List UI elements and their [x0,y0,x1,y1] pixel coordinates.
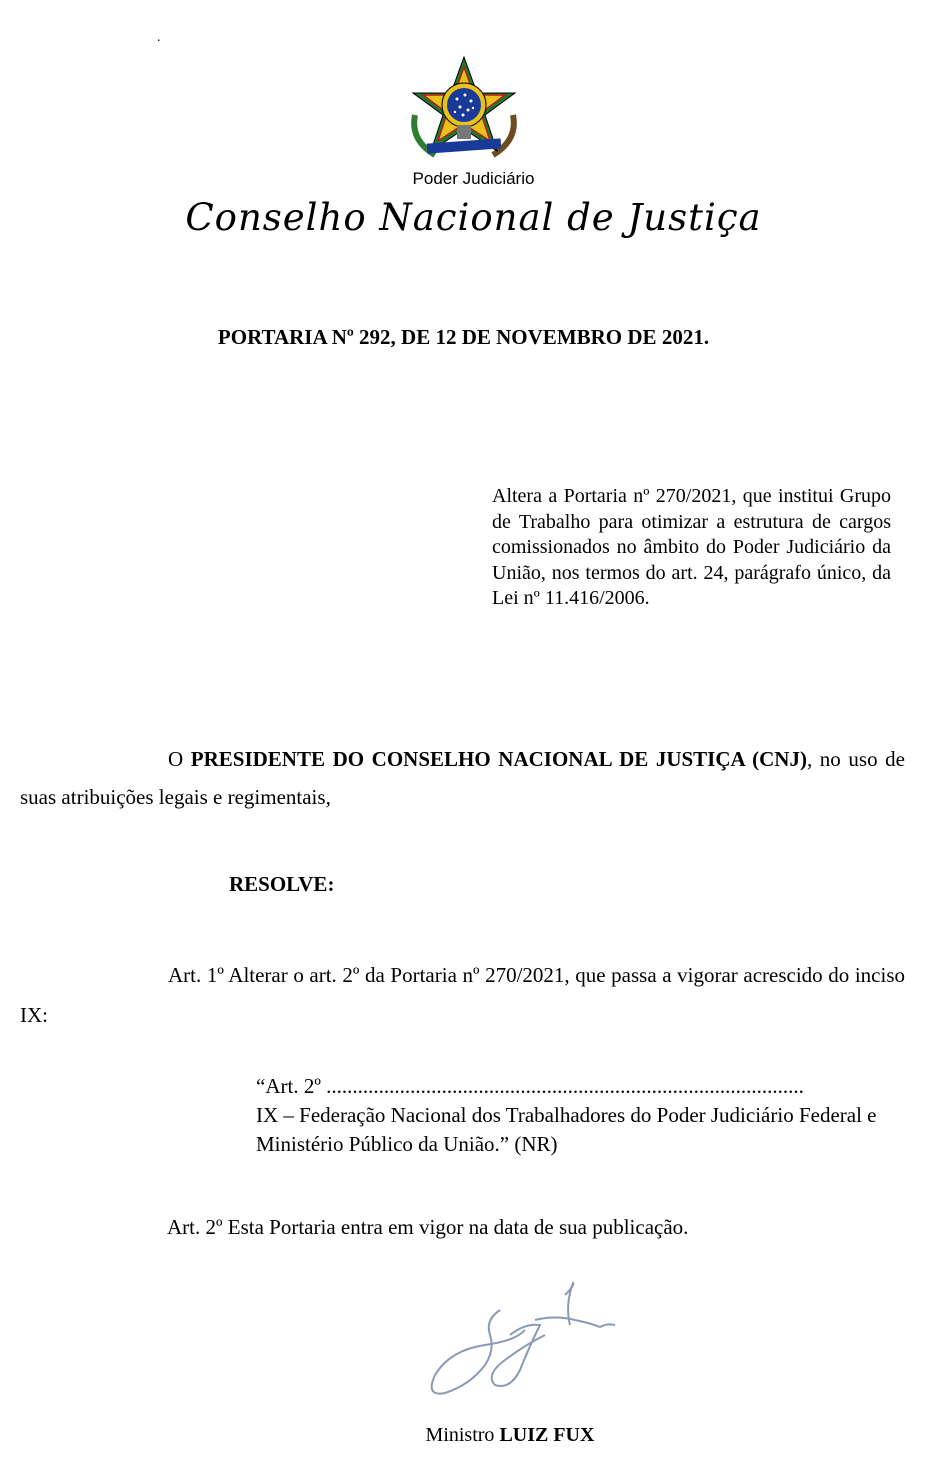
branch-name: Poder Judiciário [412,169,535,188]
quoted-amendment [256,1072,906,1159]
article-2: Art. 2º Esta Portaria entra em vigor na data de sua publicação. [167,1215,689,1239]
preamble-prefix: O [168,747,191,771]
document-title: PORTARIA Nº 292, DE 12 DE NOVEMBRO DE 2021. [217,325,710,349]
preamble-paragraph [20,740,905,816]
quote-line-inciso: IX – Federação Nacional dos Trabalhadores do Poder Judiciário Federal e Ministério Público da União.” (NR) [256,1103,877,1156]
handwritten-signature-icon [415,1275,625,1400]
article-1: Art. 1º Alterar o art. 2º da Portaria nº 270/2021, que passa a vigorar acrescido do inciso IX: [20,963,905,1027]
ementa-paragraph: Altera a Portaria nº 270/2021, que institui Grupo de Trabalho para otimizar a estrutura de cargos comissionados no âmbito do Poder Judiciário da União, nos termos do art. 24, parágrafo único, da Lei nº 11.416/2006. [492,485,891,609]
resolve-heading: RESOLVE: [229,872,335,896]
preamble-rest: , no uso de suas atribuições legais e regimentais, [20,747,905,809]
signatory [0,1424,947,1447]
preamble-authority: PRESIDENTE DO CONSELHO NACIONAL DE JUSTIÇA (CNJ) [190,747,807,771]
brazil-coat-of-arms-icon [405,55,523,163]
page-dot: . [157,30,161,45]
signatory-title: Ministro [425,1424,500,1446]
institution-name: Conselho Nacional de Justiça [185,196,762,239]
signatory-name: LUIZ FUX [499,1424,595,1446]
quote-line-article: “Art. 2º ........................................................................................... [256,1074,804,1098]
